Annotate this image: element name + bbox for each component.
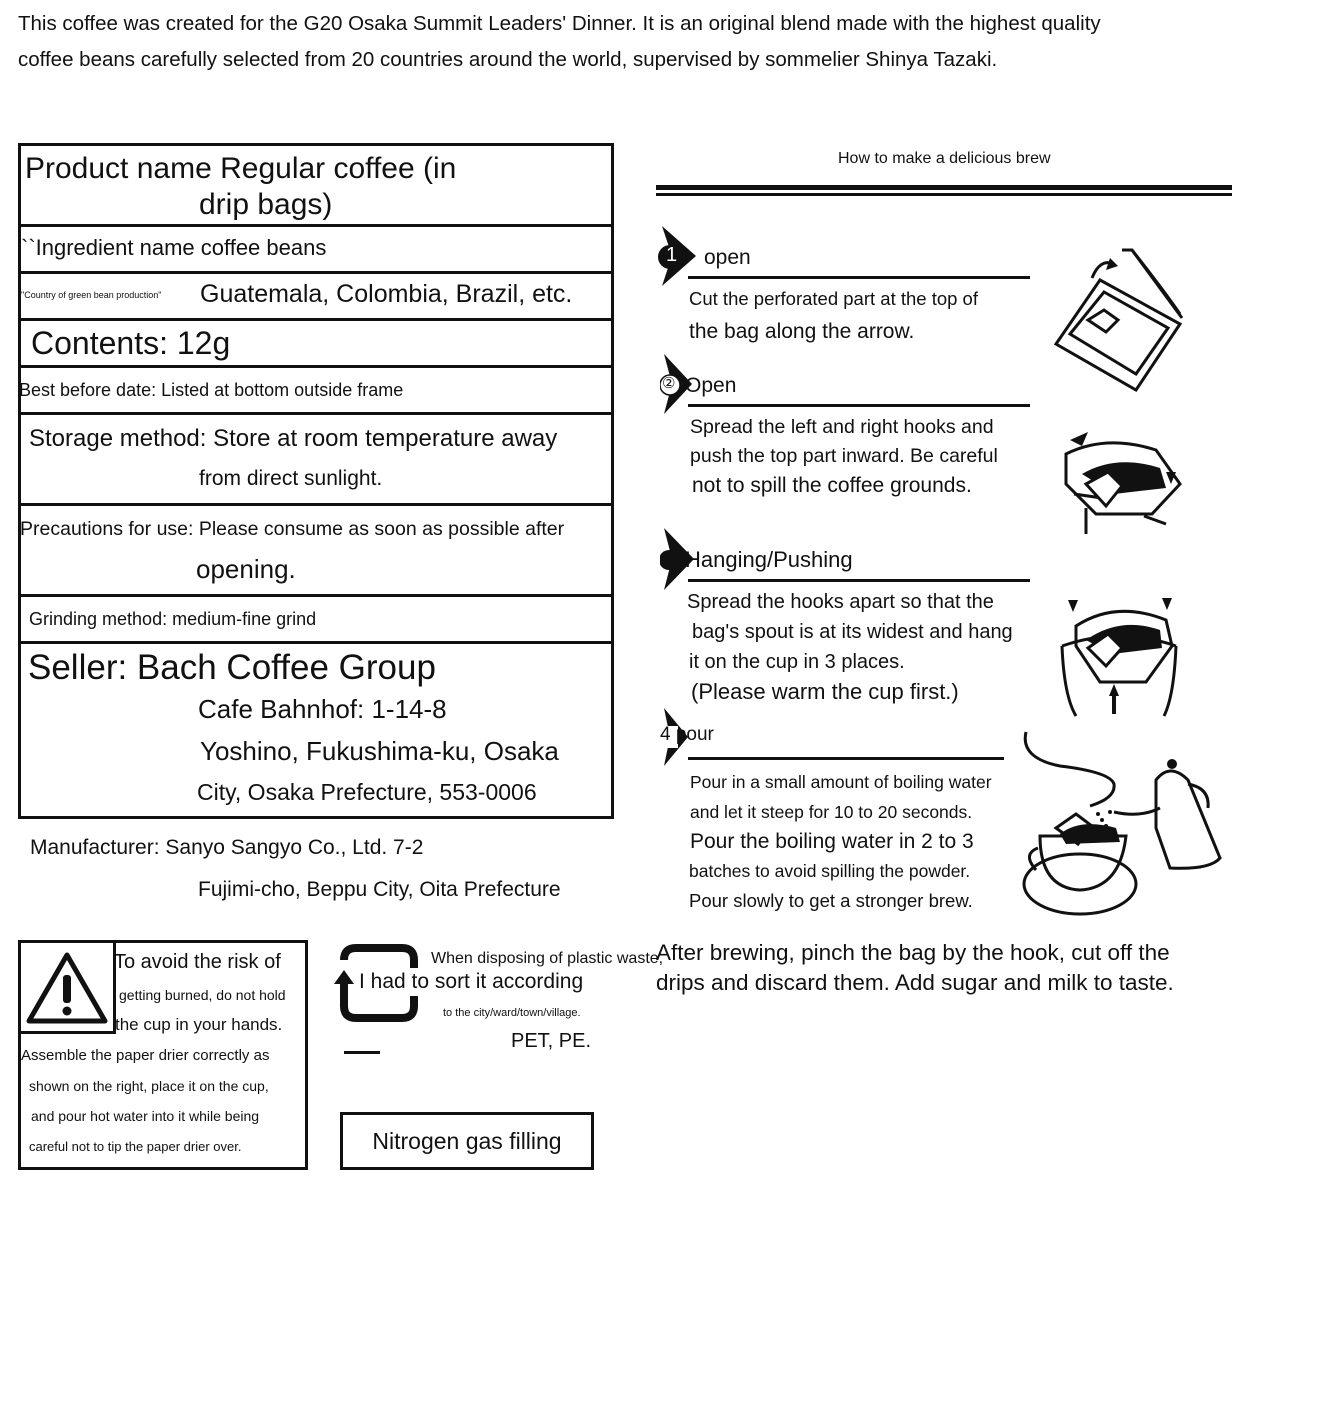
warning-line-5: shown on the right, place it on the cup, <box>29 1078 269 1094</box>
after-brew-line-2: drips and discard them. Add sugar and milk to taste. <box>656 970 1174 995</box>
brew-guide-title: How to make a delicious brew <box>838 150 1051 167</box>
step-2-line-3: not to spill the coffee grounds. <box>692 474 972 497</box>
step-2-line-2: push the top part inward. Be careful <box>690 445 998 467</box>
step-1-rule <box>688 276 1030 279</box>
warning-line-7: careful not to tip the paper drier over. <box>29 1139 242 1154</box>
intro-line-1: This coffee was created for the G20 Osaka Summit Leaders' Dinner. It is an original blend made with the highest quality <box>18 12 1101 35</box>
intro-line-2: coffee beans carefully selected from 20 countries around the world, supervised by sommelier Shinya Tazaki. <box>18 48 998 71</box>
step-1-line-2: the bag along the arrow. <box>689 320 915 343</box>
recycle-line-4: PET, PE. <box>511 1030 592 1052</box>
step-3-line-2: bag's spout is at its widest and hang <box>692 621 1013 643</box>
best-before-text: Best before date: Listed at bottom outside frame <box>19 380 404 400</box>
grinding-text: Grinding method: medium-fine grind <box>29 609 317 629</box>
step-4-line-3: Pour the boiling water in 2 to 3 <box>690 830 974 853</box>
open-bag-illustration-icon <box>1056 424 1186 540</box>
origin-row <box>21 274 611 321</box>
precautions-row <box>21 506 611 597</box>
warning-icon <box>21 943 113 1031</box>
intro-paragraph <box>18 6 1218 78</box>
ingredient-text: ``Ingredient name coffee beans <box>21 235 327 260</box>
after-brew-line-1: After brewing, pinch the bag by the hook, cut off the <box>656 940 1170 965</box>
origin-value: Guatemala, Colombia, Brazil, etc. <box>200 280 573 308</box>
manufacturer-line-2: Fujimi-cho, Beppu City, Oita Prefecture <box>198 878 561 901</box>
divider <box>344 1051 380 1054</box>
grinding-row <box>21 597 611 644</box>
step-3-title: Hanging/Pushing <box>685 547 853 572</box>
warning-line-3: the cup in your hands. <box>115 1015 283 1034</box>
precautions-line-1: Precautions for use: Please consume as soon as possible after <box>20 518 565 540</box>
warning-line-1: To avoid the risk of <box>114 951 281 973</box>
step-4-rule <box>688 757 1004 760</box>
step-3-line-4: (Please warm the cup first.) <box>691 679 959 704</box>
contents-text: Contents: 12g <box>31 325 231 361</box>
cut-bag-illustration-icon <box>1052 248 1186 394</box>
step-2-title: Open <box>685 374 737 397</box>
seller-address-2: Yoshino, Fukushima-ku, Osaka <box>200 736 559 766</box>
pour-kettle-illustration-icon <box>1020 728 1226 920</box>
step-1-title: open <box>704 246 751 269</box>
step-1-line-1: Cut the perforated part at the top of <box>689 288 978 309</box>
warning-line-6: and pour hot water into it while being <box>31 1108 260 1124</box>
storage-line-1: Storage method: Store at room temperature away <box>29 425 558 452</box>
storage-row <box>21 415 611 506</box>
best-before-row <box>21 368 611 415</box>
storage-line-2: from direct sunlight. <box>199 467 383 490</box>
recycle-line-1: When disposing of plastic waste, <box>431 950 664 967</box>
recycle-line-2: I had to sort it according <box>359 970 584 993</box>
product-name-row <box>21 146 611 227</box>
hang-bag-illustration-icon <box>1056 586 1184 720</box>
burn-warning-box <box>18 940 308 1170</box>
step-2-line-1: Spread the left and right hooks and <box>690 416 994 438</box>
seller-row <box>21 644 611 819</box>
origin-label: "Country of green bean production" <box>21 290 162 300</box>
warning-line-2: getting burned, do not hold <box>119 987 286 1003</box>
recycle-section <box>330 940 664 1060</box>
after-brew-note <box>656 938 1256 998</box>
recycle-line-3: to the city/ward/town/village. <box>443 1007 581 1019</box>
step-4-line-1: Pour in a small amount of boiling water <box>690 772 992 792</box>
step-3-line-3: it on the cup in 3 places. <box>689 651 905 673</box>
step-4-line-5: Pour slowly to get a stronger brew. <box>689 890 973 911</box>
seller-name: Seller: Bach Coffee Group <box>28 648 436 687</box>
step-2-rule <box>688 404 1030 407</box>
product-name-line-2: drip bags) <box>199 188 333 221</box>
step-3-rule <box>688 579 1030 582</box>
nitrogen-gas-label: Nitrogen gas filling <box>340 1112 594 1170</box>
step-4-line-4: batches to avoid spilling the powder. <box>689 861 971 881</box>
title-rule-thin <box>656 193 1232 196</box>
step-1-number: 1 <box>666 244 678 266</box>
manufacturer-line-1: Manufacturer: Sanyo Sangyo Co., Ltd. 7-2 <box>30 836 424 859</box>
warning-icon-frame <box>21 943 116 1034</box>
contents-row <box>21 321 611 368</box>
seller-address-1: Cafe Bahnhof: 1-14-8 <box>198 694 447 724</box>
step-4-title: 4 pour <box>660 724 714 745</box>
ingredient-row <box>21 227 611 274</box>
title-rule-thick <box>656 185 1232 190</box>
product-info-table <box>18 143 614 819</box>
step-3-line-1: Spread the hooks apart so that the <box>687 591 994 613</box>
step-2-number: ② <box>662 375 676 392</box>
precautions-line-2: opening. <box>196 554 296 584</box>
product-name-line-1: Product name Regular coffee (in <box>25 152 457 185</box>
step-4-line-2: and let it steep for 10 to 20 seconds. <box>690 802 973 822</box>
warning-line-4: Assemble the paper drier correctly as <box>21 1047 270 1064</box>
seller-address-3: City, Osaka Prefecture, 553-0006 <box>197 779 537 805</box>
